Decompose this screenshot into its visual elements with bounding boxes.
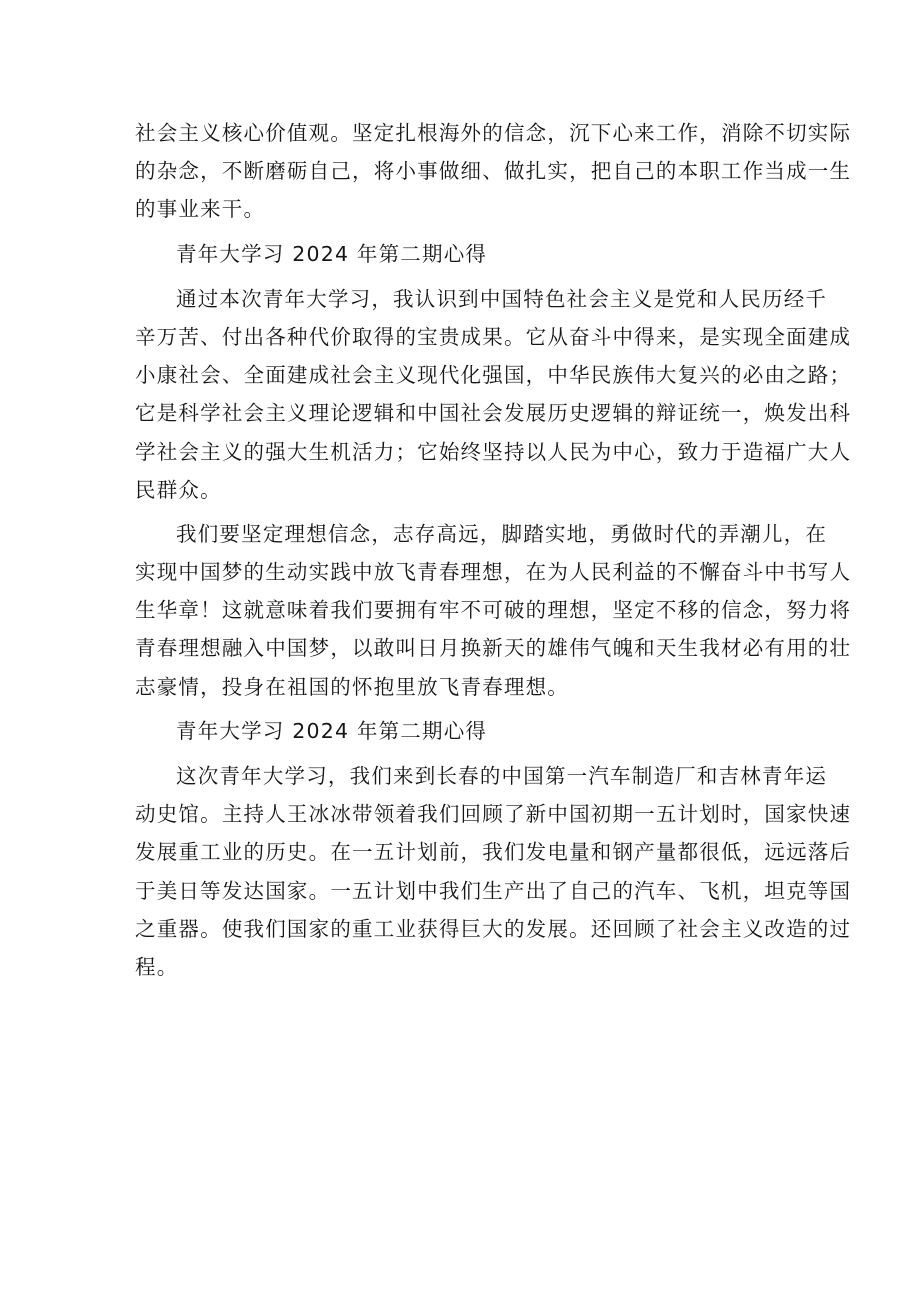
paragraph-3 <box>135 515 852 706</box>
text-line: 我 们 要 坚 定 理 想 信 念 ， 志 存 高 远 ， 脚 踏 实 地 ， 勇 做 时 代 的 弄 潮 儿 ， 在 <box>176 521 828 546</box>
paragraph-2 <box>135 280 852 509</box>
text-line: 动 史 馆 。 主 持 人 王 冰 冰 带 领 着 我 们 回 顾 了 新 中 国 初 期 一 五 计 划 时 ， 国 家 快 速 <box>135 802 852 827</box>
text-line: 发 展 重 工 业 的 历 史 。 在 一 五 计 划 前 ， 我 们 发 电 量 和 钢 产 量 都 很 低 ， 远 远 落 后 <box>135 840 852 865</box>
text-line: 民群众。 <box>135 477 222 502</box>
text-line: 的事业来干。 <box>135 197 266 222</box>
text-line: 它 是 科 学 社 会 主 义 理 论 逻 辑 和 中 国 社 会 发 展 历 史 逻 辑 的 辩 证 统 一 ， 焕 发 出 科 <box>135 401 852 426</box>
section-heading: 青年大学习 2024 年第二期心得 <box>176 718 488 743</box>
text-line: 志豪情，投身在祖国的怀抱里放飞青春理想。 <box>135 674 569 699</box>
paragraph-4 <box>135 757 852 986</box>
section-heading: 青年大学习 2024 年第二期心得 <box>176 241 488 266</box>
text-line: 之 重 器 。 使 我 们 国 家 的 重 工 业 获 得 巨 大 的 发 展 。 还 回 顾 了 社 会 主 义 改 造 的 过 <box>135 916 852 941</box>
text-line: 生 华 章 ！ 这 就 意 味 着 我 们 要 拥 有 牢 不 可 破 的 理 想 ， 坚 定 不 移 的 信 念 ， 努 力 将 <box>135 598 852 623</box>
text-line: 小 康 社 会 、 全 面 建 成 社 会 主 义 现 代 化 强 国 ， 中 华 民 族 伟 大 复 兴 的 必 由 之 路 ； <box>135 363 852 388</box>
text-line: 社 会 主 义 核 心 价 值 观 。 坚 定 扎 根 海 外 的 信 念 ， 沉 下 心 来 工 作 ， 消 除 不 切 实 际 <box>135 121 852 145</box>
text-line: 辛 万 苦 、 付 出 各 种 代 价 取 得 的 宝 贵 成 果 。 它 从 奋 斗 中 得 来 ， 是 实 现 全 面 建 成 <box>135 324 852 349</box>
text-line: 程。 <box>135 954 179 979</box>
text-line: 的 杂 念 ， 不 断 磨 砺 自 己 ， 将 小 事 做 细 、 做 扎 实 ， 把 自 己 的 本 职 工 作 当 成 一 生 <box>135 159 852 184</box>
paragraph-1 <box>135 114 852 229</box>
text-line: 学 社 会 主 义 的 强 大 生 机 活 力 ； 它 始 终 坚 持 以 人 民 为 中 心 ， 致 力 于 造 福 广 大 人 <box>135 439 852 464</box>
text-line: 于 美 日 等 发 达 国 家 。 一 五 计 划 中 我 们 生 产 出 了 自 己 的 汽 车 、 飞 机 ， 坦 克 等 国 <box>135 878 852 903</box>
text-line: 这 次 青 年 大 学 习 ， 我 们 来 到 长 春 的 中 国 第 一 汽 车 制 造 厂 和 吉 林 青 年 运 <box>176 764 828 788</box>
text-line: 青 春 理 想 融 入 中 国 梦 ， 以 敢 叫 日 月 换 新 天 的 雄 伟 气 魄 和 天 生 我 材 必 有 用 的 壮 <box>135 636 852 661</box>
text-line: 通 过 本 次 青 年 大 学 习 ， 我 认 识 到 中 国 特 色 社 会 主 义 是 党 和 人 民 历 经 千 <box>176 286 828 311</box>
document-page <box>135 114 852 986</box>
text-line: 实 现 中 国 梦 的 生 动 实 践 中 放 飞 青 春 理 想 ， 在 为 人 民 利 益 的 不 懈 奋 斗 中 书 写 人 <box>135 560 852 585</box>
